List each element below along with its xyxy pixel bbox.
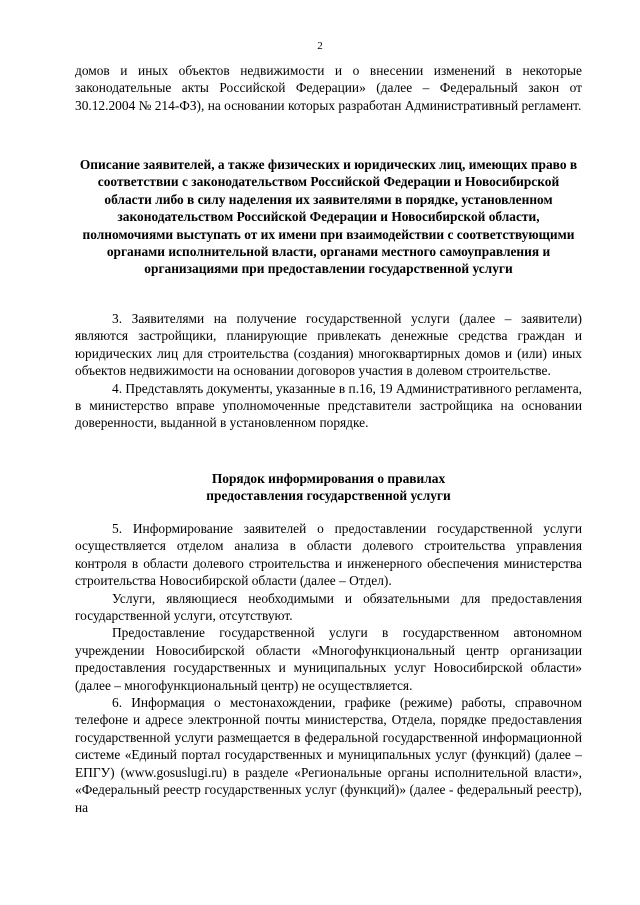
section-informing-body — [75, 520, 582, 816]
paragraph-5: 5. Информирование заявителей о предоставлении государственной услуги осуществляется отделом анализа в области долевого строительства управления контроля в области долевого строительства и инженерного обеспечения министерства строительства Новосибирской области (далее – Отдел). — [75, 521, 582, 589]
page-number: 2 — [317, 40, 323, 52]
heading-informing-line2: предоставления государственной услуги — [206, 488, 451, 504]
section-applicants-body — [75, 310, 582, 432]
section-heading-informing — [75, 470, 582, 505]
paragraph-6: 6. Информация о местонахождении, графике (режиме) работы, справочном телефоне и адресе электронной почты министерства, Отдела, порядке предоставления государственной услуги размещается в федеральной государственной информационной системе «Единый портал государственных и муниципальных услуг (функций) (далее – ЕПГУ) (www.gosuslugi.ru) в разделе «Региональные органы исполнительной власти», «Федеральный реестр государственных услуг (функций)» (далее - федеральный реестр), на — [75, 695, 582, 815]
heading-informing-line1: Порядок информирования о правилах — [211, 471, 446, 486]
paragraph-4: 4. Представлять документы, указанные в п.16, 19 Административного регламента, в министерство вправе уполномоченные представители застройщика на основании доверенности, выданной в установленном порядке. — [75, 380, 582, 431]
section-heading-applicants — [75, 156, 582, 278]
intro-paragraph: домов и иных объектов недвижимости и о внесении изменений в некоторые законодательные акты Российской Федерации» (далее – Федеральный закон от 30.12.2004 № 214-ФЗ), на основании которых разработан Административный регламент. — [75, 63, 582, 113]
paragraph-5-services: Услуги, являющиеся необходимыми и обязательными для предоставления государственной услуги, отсутствуют. — [75, 590, 582, 624]
heading-applicants: Описание заявителей, а также физических и юридических лиц, имеющих право в соответствии с законодательством Российской Федерации и Новосибирской области либо в силу наделения их заявителями в порядке, установленном законодательством Российской Федерации и Новосибирской области, полномочиями выступать от их имени при взаимодействии с соответствующими органами исполнительной власти, органами местного самоуправления и организациями при предоставлении государственной услуги — [79, 157, 578, 277]
intro-block — [75, 62, 582, 114]
paragraph-3: 3. Заявителями на получение государственной услуги (далее – заявители) являются застройщики, планирующие привлекать денежные средства граждан и юридических лиц для строительства (создания) многоквартирных домов и (или) иных объектов недвижимости на основании договоров участия в долевом строительстве. — [75, 311, 582, 379]
paragraph-5-mfc: Предоставление государственной услуги в государственном автономном учреждении Новосибирской области «Многофункциональный центр организации предоставления государственных и муниципальных услуг Новосибирской области» (далее – многофункциональный центр) не осуществляется. — [75, 625, 582, 693]
